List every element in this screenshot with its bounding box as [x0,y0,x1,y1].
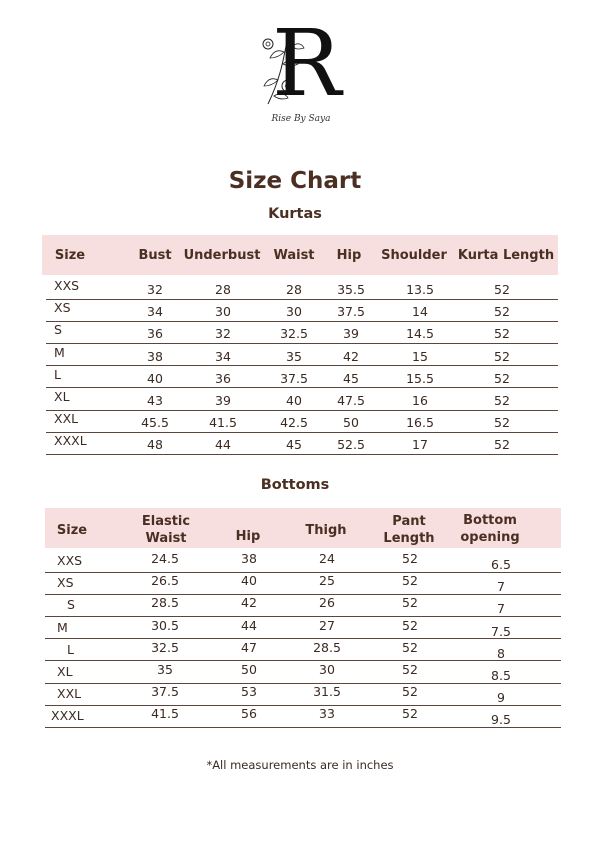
bottoms-cell: XL [57,664,73,679]
kurtas-cell: 15 [412,348,428,364]
bottoms-cell: XS [57,575,74,591]
kurtas-row [46,345,558,367]
kurtas-header-cell: Kurta Length [457,248,555,263]
kurtas-row [46,433,558,455]
bottoms-cell: 38 [241,551,257,566]
bottoms-cell: M [57,619,68,635]
bottoms-cell: 52 [402,617,418,633]
bottoms-row [45,684,561,706]
bottoms-cell: L [67,641,74,657]
bottoms-header-line: Bottom [463,513,517,528]
kurtas-row [46,411,558,433]
kurtas-header-cell: Underbust [183,248,261,263]
kurtas-cell: 30 [286,304,302,320]
bottoms-cell: 7 [497,601,505,617]
kurtas-cell: 16 [412,393,428,408]
bottoms-cell: 50 [241,662,257,677]
kurtas-cell: M [54,344,65,360]
bottoms-cell: 56 [241,706,257,722]
bottoms-cell: 9 [497,690,505,706]
bottoms-heading: Bottoms [260,477,330,493]
bottoms-cell: 24 [319,551,335,566]
bottoms-header-line: opening [460,530,520,545]
kurtas-cell: 38 [147,348,163,364]
bottoms-cell: 33 [319,706,335,722]
bottoms-row [45,706,561,728]
bottoms-header-cell [375,513,443,547]
kurtas-row [46,389,558,411]
kurtas-cell: 16.5 [406,415,434,431]
bottoms-cell: XXS [57,553,83,568]
bottoms-cell: 52 [402,595,418,611]
kurtas-cell: 15.5 [406,370,434,386]
bottoms-cell: 9.5 [491,712,511,728]
bottoms-header-line: Hip [235,529,261,544]
kurtas-cell: 14.5 [406,326,434,342]
kurtas-cell: XS [54,300,71,316]
kurtas-cell: 32.5 [280,326,308,342]
bottoms-cell: 37.5 [151,684,179,700]
kurtas-cell: 35 [286,348,302,364]
bottoms-cell: 30 [319,662,335,677]
kurtas-cell: 52 [494,370,510,386]
bottoms-row [45,573,561,595]
bottoms-header-row [45,508,561,548]
bottoms-cell: 31.5 [313,684,341,700]
kurtas-cell: 39 [343,326,359,342]
kurtas-cell: 40 [147,370,163,386]
bottoms-cell: 40 [241,573,257,589]
kurtas-cell: XL [54,389,70,404]
bottoms-cell: XXXL [51,708,84,724]
kurtas-header-cell: Shoulder [381,248,447,263]
kurtas-cell: 37.5 [337,304,365,320]
bottoms-cell: 26 [319,595,335,611]
bottoms-cell: 24.5 [151,551,179,566]
kurtas-row [46,300,558,322]
brand-tagline: Rise By Saya [271,114,331,124]
bottoms-header-cell [293,522,359,539]
bottoms-cell: 42 [241,595,257,611]
bottoms-header-line: Length [383,531,435,546]
kurtas-cell: XXL [54,411,79,427]
kurtas-header-cell: Bust [138,248,172,263]
kurtas-cell: L [54,366,61,382]
bottoms-header-cell [450,512,530,546]
kurtas-header-cell: Size [54,248,86,263]
kurtas-cell: 32 [147,282,163,297]
kurtas-cell: 52 [494,348,510,364]
kurtas-cell: 13.5 [406,282,434,297]
kurtas-cell: 35.5 [337,282,365,297]
kurtas-cell: XXS [54,278,80,293]
bottoms-header-cell [45,522,99,539]
kurtas-cell: 45 [286,437,302,453]
kurtas-cell: 52 [494,282,510,297]
page-title: Size Chart [228,168,362,194]
kurtas-cell: 14 [412,304,428,320]
bottoms-cell: 7 [497,579,505,595]
bottoms-cell: 8 [497,645,505,661]
kurtas-cell: 37.5 [280,370,308,386]
bottoms-header-line: Pant [392,514,426,529]
bottoms-header-line: Thigh [305,523,347,538]
bottoms-header-cell [221,528,275,545]
kurtas-cell: 30 [215,304,231,320]
kurtas-cell: 45 [343,370,359,386]
bottoms-row [45,595,561,617]
kurtas-cell: XXXL [54,433,87,449]
kurtas-heading: Kurtas [268,206,322,222]
kurtas-cell: 45.5 [141,415,169,431]
kurtas-cell: 28 [286,282,302,297]
bottoms-cell: 26.5 [151,573,179,589]
bottoms-cell: 7.5 [491,623,511,639]
bottoms-cell: XXL [57,686,82,702]
kurtas-cell: 42 [343,348,359,364]
kurtas-cell: 52 [494,437,510,453]
bottoms-cell: 52 [402,662,418,677]
kurtas-cell: 50 [343,415,359,431]
kurtas-cell: 52 [494,415,510,431]
kurtas-cell: 52.5 [337,437,365,453]
kurtas-cell: 40 [286,393,302,408]
kurtas-cell: S [54,322,62,338]
kurtas-cell: 34 [147,304,163,320]
kurtas-cell: 47.5 [337,393,365,408]
kurtas-cell: 52 [494,393,510,408]
kurtas-cell: 32 [215,326,231,342]
bottoms-header-line: Elastic [141,514,191,529]
bottoms-header-line: Waist [145,531,187,546]
bottoms-header-line: Size [56,523,88,538]
bottoms-cell: 52 [402,684,418,700]
kurtas-cell: 36 [147,326,163,342]
bottoms-cell: 41.5 [151,706,179,722]
kurtas-row [46,367,558,389]
brand-logo [258,10,344,134]
bottoms-cell: 28.5 [313,639,341,655]
bottoms-cell: 32.5 [151,639,179,655]
kurtas-cell: 43 [147,393,163,408]
bottoms-cell: 35 [157,662,173,677]
bottoms-cell: 8.5 [491,668,511,683]
bottoms-cell: 47 [241,639,257,655]
bottoms-cell: S [67,597,75,613]
kurtas-cell: 36 [215,370,231,386]
bottoms-row [45,551,561,573]
bottoms-cell: 52 [402,551,418,566]
bottoms-cell: 6.5 [491,557,511,572]
kurtas-row [46,322,558,344]
kurtas-row [46,278,558,300]
bottoms-cell: 25 [319,573,335,589]
kurtas-cell: 34 [215,348,231,364]
bottoms-row [45,662,561,684]
bottoms-cell: 30.5 [151,617,179,633]
kurtas-header-row [42,235,558,275]
kurtas-cell: 48 [147,437,163,453]
kurtas-cell: 52 [494,326,510,342]
footnote: *All measurements are in inches [206,758,394,772]
kurtas-cell: 41.5 [209,415,237,431]
kurtas-header-cell: Hip [336,248,362,263]
brand-letter: R [272,10,342,117]
bottoms-cell: 44 [241,617,257,633]
kurtas-cell: 44 [215,437,231,453]
bottoms-cell: 53 [241,684,257,700]
bottoms-cell: 52 [402,573,418,589]
kurtas-header-cell: Waist [273,248,315,263]
bottoms-row [45,618,561,640]
kurtas-cell: 52 [494,304,510,320]
bottoms-cell: 52 [402,706,418,722]
bottoms-header-cell [129,513,203,547]
bottoms-cell: 27 [319,617,335,633]
kurtas-cell: 39 [215,393,231,408]
kurtas-cell: 17 [412,437,428,453]
bottoms-row [45,640,561,662]
kurtas-cell: 42.5 [280,415,308,431]
bottoms-cell: 28.5 [151,595,179,611]
bottoms-cell: 52 [402,639,418,655]
kurtas-cell: 28 [215,282,231,297]
